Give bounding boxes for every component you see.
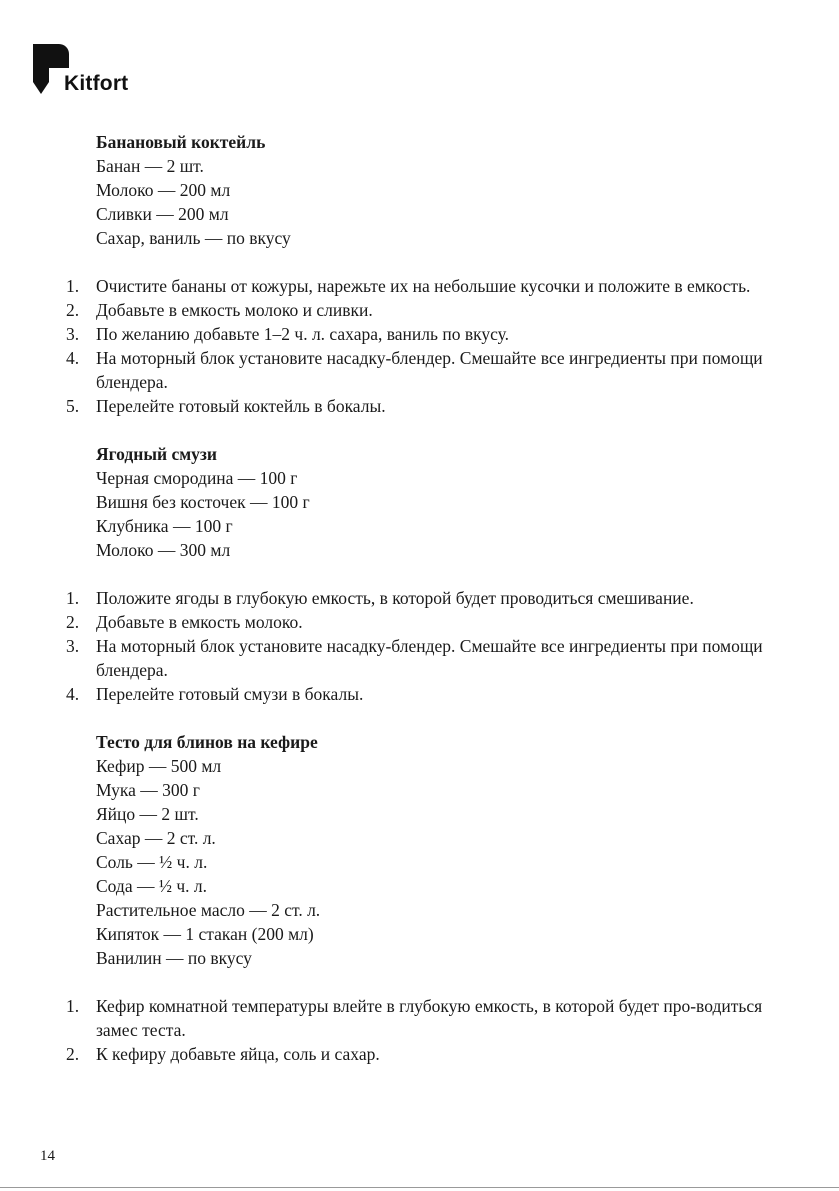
bottom-divider — [0, 1187, 839, 1188]
step-text: Перелейте готовый смузи в бокалы. — [96, 684, 364, 704]
step-list — [60, 994, 800, 1066]
step-number: 4. — [66, 348, 80, 368]
recipe-title: Тесто для блинов на кефире — [96, 732, 318, 752]
ingredient-item: Ванилин — по вкусу — [96, 948, 252, 968]
ingredient-item: Кипяток — 1 стакан (200 мл) — [96, 924, 314, 944]
ingredient-item: Сахар, ваниль — по вкусу — [96, 228, 291, 248]
ingredient-item: Сливки — 200 мл — [96, 204, 229, 224]
step-item — [60, 298, 800, 322]
step-text: Перелейте готовый коктейль в бокалы. — [96, 396, 386, 416]
ingredient-item: Растительное масло — 2 ст. л. — [96, 900, 321, 920]
step-text: На моторный блок установите насадку-блендер. Смешайте все ингредиенты при помощи блендера. — [96, 348, 763, 392]
step-item — [60, 394, 800, 418]
recipe-kefir-pancake-batter — [60, 730, 800, 1066]
page-number: 14 — [40, 1148, 55, 1164]
step-item — [60, 610, 800, 634]
step-number: 1. — [66, 276, 80, 296]
ingredient-item: Молоко — 300 мл — [96, 540, 231, 560]
step-number: 3. — [66, 324, 80, 344]
step-text: К кефиру добавьте яйца, соль и сахар. — [96, 1044, 380, 1064]
step-number: 2. — [66, 300, 80, 320]
step-text: Положите ягоды в глубокую емкость, в которой будет проводиться смешивание. — [96, 588, 694, 608]
ingredient-item: Черная смородина — 100 г — [96, 468, 298, 488]
ingredient-item: Соль — ½ ч. л. — [96, 852, 208, 872]
ingredient-item: Яйцо — 2 шт. — [96, 804, 199, 824]
ingredient-list — [60, 154, 800, 250]
step-number: 3. — [66, 636, 80, 656]
step-item — [60, 682, 800, 706]
step-item — [60, 586, 800, 610]
step-item — [60, 994, 800, 1042]
ingredient-item: Мука — 300 г — [96, 780, 200, 800]
ingredient-item: Клубника — 100 г — [96, 516, 233, 536]
kitfort-logo — [33, 44, 143, 99]
step-text: Добавьте в емкость молоко. — [96, 612, 303, 632]
step-number: 2. — [66, 1044, 80, 1064]
ingredient-list — [60, 466, 800, 562]
recipe-berry-smoothie — [60, 442, 800, 706]
step-number: 1. — [66, 588, 80, 608]
step-number: 4. — [66, 684, 80, 704]
step-item — [60, 346, 800, 394]
ingredient-item: Сахар — 2 ст. л. — [96, 828, 216, 848]
ingredient-item: Банан — 2 шт. — [96, 156, 204, 176]
step-text: По желанию добавьте 1–2 ч. л. сахара, ваниль по вкусу. — [96, 324, 510, 344]
step-text: Кефир комнатной температуры влейте в глубокую емкость, в которой будет про-водиться замес теста. — [96, 996, 763, 1040]
ingredient-item: Кефир — 500 мл — [96, 756, 222, 776]
step-item — [60, 1042, 800, 1066]
recipe-title: Банановый коктейль — [96, 132, 266, 152]
step-list — [60, 274, 800, 418]
step-text: На моторный блок установите насадку-блендер. Смешайте все ингредиенты при помощи блендера. — [96, 636, 763, 680]
step-text: Очистите бананы от кожуры, нарежьте их на небольшие кусочки и положите в емкость. — [96, 276, 751, 296]
ingredient-list — [60, 754, 800, 970]
step-number: 2. — [66, 612, 80, 632]
step-number: 1. — [66, 996, 80, 1016]
step-item — [60, 634, 800, 682]
ingredient-item: Сода — ½ ч. л. — [96, 876, 207, 896]
step-text: Добавьте в емкость молоко и сливки. — [96, 300, 373, 320]
step-number: 5. — [66, 396, 80, 416]
step-list — [60, 586, 800, 706]
brand-name: Kitfort — [64, 72, 129, 95]
ingredient-item: Молоко — 200 мл — [96, 180, 231, 200]
step-item — [60, 322, 800, 346]
recipe-banana-cocktail — [60, 130, 800, 418]
ingredient-item: Вишня без косточек — 100 г — [96, 492, 310, 512]
recipe-content — [60, 130, 800, 1066]
step-item — [60, 274, 800, 298]
recipe-title: Ягодный смузи — [96, 444, 218, 464]
